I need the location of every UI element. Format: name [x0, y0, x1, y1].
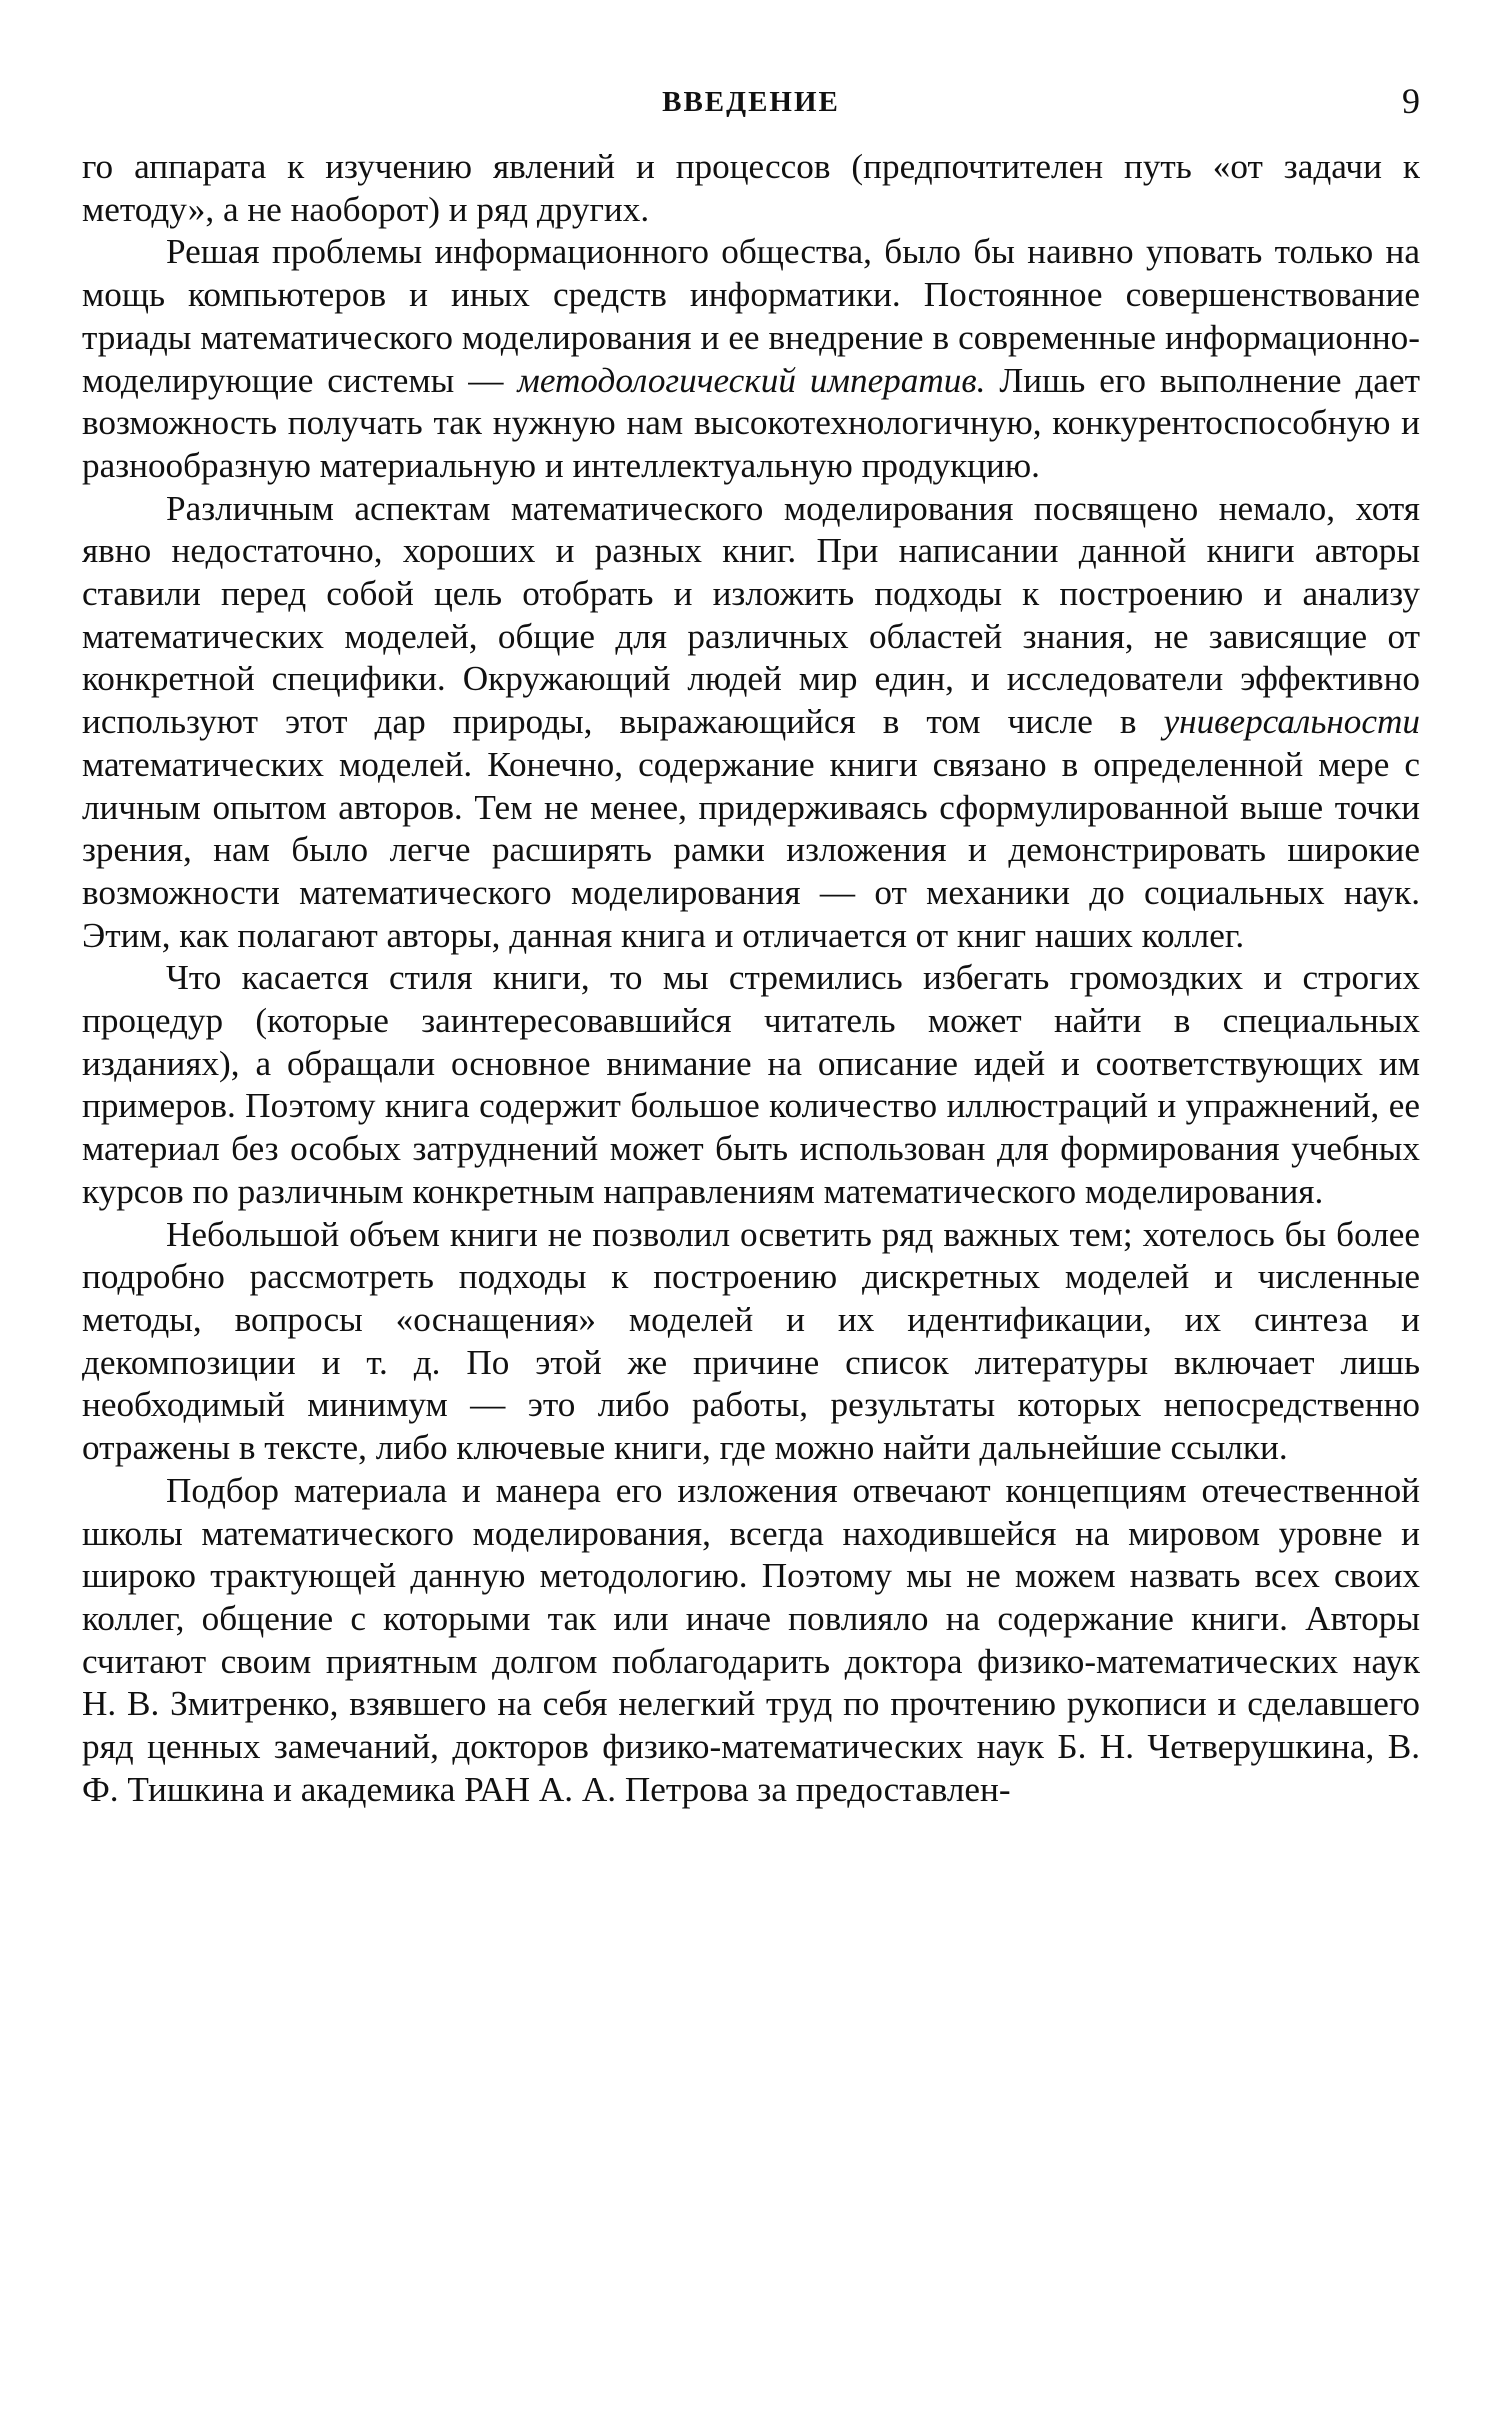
page-number: 9 — [1402, 81, 1420, 121]
paragraph-omitted-topics: Небольшой объем книги не позволил осветить ряд важных тем; хотелось бы более подробно рассмотреть подходы к построению дискретных моделей и численные методы, вопросы «оснащения» моделей и их идентификации, их синтеза и декомпозиции и т. д. По этой же причине список литературы включает лишь необходимый минимум — это либо работы, результаты которых непосредственно отражены в тексте, либо ключевые книги, где можно найти дальнейшие ссылки. — [82, 1214, 1420, 1468]
body-text — [82, 146, 1420, 1811]
paragraph-acknowledgements: Подбор материала и манера его изложения отвечают концепциям отечественной школы математического моделирования, всегда находившейся на мировом уровне и широко трактующей данную методологию. Поэтому мы не можем назвать всех своих коллег, общение с которыми так или иначе повлияло на содержание книги. Авторы считают своим приятным долгом поблагодарить доктора физико-математических наук Н. В. Змитренко, взявшего на себя нелегкий труд по прочтению рукописи и сделавшего ряд ценных замечаний, докторов физико-математических наук Б. Н. Четверушкина, В. Ф. Тишкина и академика РАН А. А. Петрова за предоставлен- — [82, 1470, 1420, 1809]
running-header — [82, 80, 1420, 132]
running-header-title: ВВЕДЕНИЕ — [662, 86, 840, 118]
paragraph-text: Решая проблемы информационного общества, было бы наивно уповать только на мощь компьютеров и иных средств информатики. Постоянное совершенствование триады математического моделирования и ее внедрение в современные информационно-моделирующие системы — — [82, 232, 1420, 400]
paragraph-text: Различным аспектам математического моделирования посвящено немало, хотя явно недостаточно, хороших и разных книг. При написании данной книги авторы ставили перед собой цель отобрать и изложить подходы к построению и анализу математических моделей, общие для различных областей знания, не зависящие от конкретной специфики. Окружающий людей мир един, и исследователи эффективно используют этот дар природы, выражающийся в том числе в — [82, 488, 1420, 742]
paragraph-book-style: Что касается стиля книги, то мы стремились избегать громоздких и строгих процедур (которые заинтересовавшийся читатель может найти в специальных изданиях), а обращали основное внимание на описание идей и соответствующих им примеров. Поэтому книга содержит большое количество иллюстраций и упражнений, ее материал без особых затруднений может быть использован для формирования учебных курсов по различным конкретным направлениям математического моделирования. — [82, 958, 1420, 1211]
paragraph-book-purpose — [82, 488, 1420, 958]
paragraph-text: Лишь его выполнение дает возможность получать так нужную нам высокотехнологичную, конкурентоспособную и разнообразную материальную и интеллектуальную продукцию. — [82, 360, 1420, 485]
emphasis-text: универсальности — [1163, 702, 1420, 742]
book-page — [82, 80, 1420, 1811]
emphasis-text: методологический императив. — [517, 360, 986, 400]
paragraph-information-society — [82, 231, 1420, 487]
paragraph-text: математических моделей. Конечно, содержание книги связано в определенной мере с личным опытом авторов. Тем не менее, придерживаясь сформулированной выше точки зрения, нам было легче расширять рамки изложения и демонстрировать широкие возможности математического моделирования — от механики до социальных наук. Этим, как полагают авторы, данная книга и отличается от книг наших коллег. — [82, 744, 1420, 955]
paragraph-continued: го аппарата к изучению явлений и процессов (предпочтителен путь «от задачи к методу», а не наоборот) и ряд других. — [82, 147, 1420, 229]
